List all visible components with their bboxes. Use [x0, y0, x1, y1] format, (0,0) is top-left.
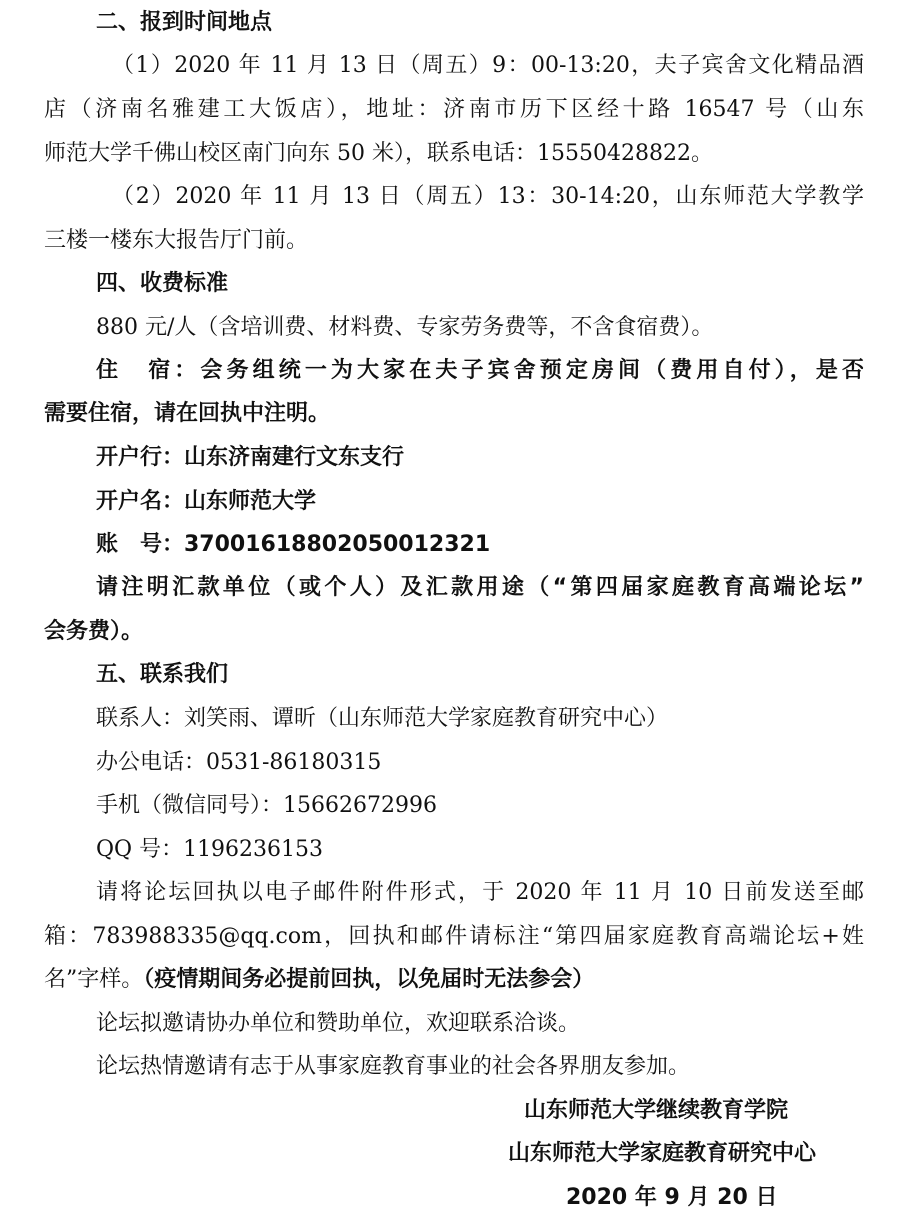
signature-date: 2020 年 9 月 20 日 [566, 1185, 778, 1210]
cohost-invitation: 论坛拟邀请协办单位和赞助单位，欢迎联系洽谈。 [96, 1011, 581, 1036]
contact-person: 联系人：刘笑雨、谭昕（山东师范大学家庭教育研究中心） [96, 706, 669, 731]
remittance-note-line2: 会务费）。 [44, 619, 144, 644]
email-instruction-line2: 箱：783988335@qq.com，回执和邮件请标注“第四届家庭教育高端论坛+姓 [44, 924, 864, 949]
lodging-line1: 住 宿：会务组统一为大家在夫子宾舍预定房间（费用自付），是否 [96, 358, 864, 383]
signature-org2: 山东师范大学家庭教育研究中心 [508, 1141, 817, 1166]
section2-item1-line3: 师范大学千佛山校区南门向东 50 米），联系电话：15550428822。 [44, 141, 713, 166]
office-phone: 办公电话：0531-86180315 [96, 750, 382, 775]
section2-item2-line1: （2）2020 年 11 月 13 日（周五）13：30-14:20，山东师范大学教学 [112, 184, 864, 209]
qq-number: QQ 号：1196236153 [96, 837, 324, 862]
email-instruction-suffix: 名”字样。 [44, 967, 144, 992]
mobile-phone: 手机（微信同号）：15662672996 [96, 793, 437, 818]
section2-heading: 二、报到时间地点 [96, 10, 273, 35]
general-invitation: 论坛热情邀请有志于从事家庭教育事业的社会各界朋友参加。 [96, 1054, 691, 1079]
bank-name: 开户行：山东济南建行文东支行 [96, 445, 405, 470]
section2-item2-line2: 三楼一楼东大报告厅门前。 [44, 228, 309, 253]
signature-org1: 山东师范大学继续教育学院 [524, 1098, 789, 1123]
account-name: 开户名：山东师范大学 [96, 489, 317, 514]
section2-item1-line2: 店（济南名雅建工大饭店），地址：济南市历下区经十路 16547 号（山东 [44, 97, 864, 122]
section5-heading: 五、联系我们 [96, 662, 229, 687]
email-instruction-line3 [44, 965, 594, 995]
section2-item1-line1: （1）2020 年 11 月 13 日（周五）9：00-13:20，夫子宾舍文化精品酒 [112, 53, 864, 78]
remittance-note-line1: 请注明汇款单位（或个人）及汇款用途（“第四届家庭教育高端论坛” [96, 575, 864, 600]
account-number: 账 号：37001618802050012321 [96, 532, 491, 557]
email-instruction-line1: 请将论坛回执以电子邮件附件形式，于 2020 年 11 月 10 日前发送至邮 [96, 880, 864, 905]
section4-heading: 四、收费标准 [96, 271, 229, 296]
lodging-line2: 需要住宿，请在回执中注明。 [44, 401, 331, 426]
pandemic-notice: （疫情期间务必提前回执，以免届时无法参会） [143, 967, 595, 992]
fee-text: 880 元/人（含培训费、材料费、专家劳务费等，不含食宿费）。 [96, 315, 714, 340]
